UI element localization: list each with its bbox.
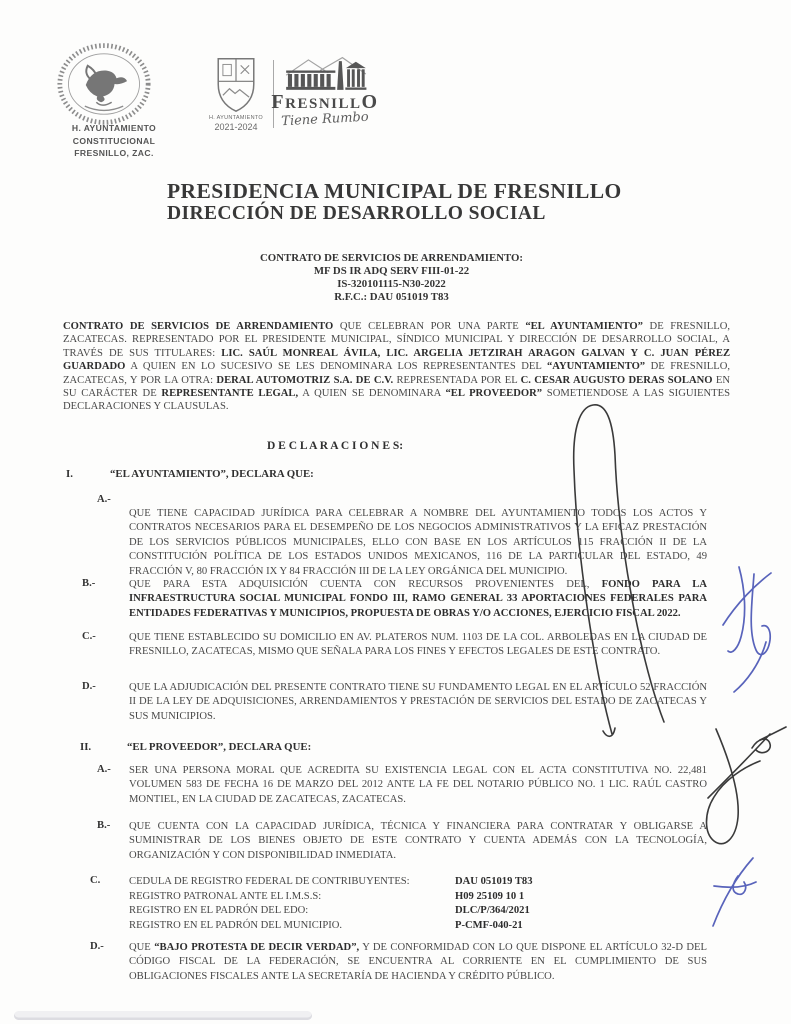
seal-caption-line2: CONSTITUCIONAL <box>72 135 156 146</box>
item-i-b-text: QUE PARA ESTA ADQUISICIÓN CUENTA CON RECURSOS PROVENIENTES DEL, FONDO PARA LA INFRAESTRUCTURA SOCIAL MUNICIPAL FONDO III, RAMO GENERAL 33 APORTACIONES FEDERALES PARA ENTIDADES FEDERATIVAS Y MUNICIPIOS, PROPUESTA DE OBRAS Y/O ACCIONES, EJERCICIO FISCAL 2022. <box>129 579 707 619</box>
contract-heading-line3: IS-320101115-N30-2022 <box>337 278 446 290</box>
crest-caption-line2: 2021-2024 <box>214 122 258 132</box>
declarations-title: D E C L A R A C I O N E S: <box>267 440 404 452</box>
registry-label: REGISTRO EN EL PADRÓN DEL MUNICIPIO. <box>129 919 343 931</box>
registry-value: P-CMF-040-21 <box>455 919 523 931</box>
page-title-line1: PRESIDENCIA MUNICIPAL DE FRESNILLO <box>167 179 622 203</box>
brand-name: FRESNILLO <box>271 91 379 113</box>
municipal-shield-crest-icon <box>215 56 257 114</box>
registry-value: DLC/P/364/2021 <box>455 905 530 917</box>
item-ii-b-text: QUE CUENTA CON LA CAPACIDAD JURÍDICA, TÉCNICA Y FINANCIERA PARA CONTRATAR Y OBLIGARSE A SUMINISTRAR DE LOS BIENES OBJETO DE ESTE CONTRATO Y CUENTA ADEMÁS CON LA TECNOLOGÍA, ORGANIZACIÓN Y CON DISPONIBILIDAD INMEDIATA. <box>129 821 707 861</box>
section-i-heading: “EL AYUNTAMIENTO”, DECLARA QUE: <box>110 468 314 480</box>
section-i-number: I. <box>66 468 73 480</box>
seal-caption-line1: H. AYUNTAMIENTO <box>71 123 157 133</box>
registry-value: H09 25109 10 1 <box>455 890 525 902</box>
scan-artifact-bar <box>14 1011 312 1020</box>
page-title-line2: DIRECCIÓN DE DESARROLLO SOCIAL <box>167 203 546 224</box>
signature-mark-blue-lower <box>713 858 756 926</box>
item-ii-a-label: A.- <box>97 764 111 775</box>
fresnillo-monuments-icon <box>285 55 367 93</box>
registry-label: REGISTRO PATRONAL ANTE EL I.M.S.S: <box>129 890 322 902</box>
registry-label: CEDULA DE REGISTRO FEDERAL DE CONTRIBUYENTES: <box>129 876 410 887</box>
item-ii-d-text: QUE “BAJO PROTESTA DE DECIR VERDAD”, Y DE CONFORMIDAD CON LO QUE DISPONE EL ARTÍCULO 32-D DEL CÓDIGO FISCAL DE LA FEDERACIÓN, SE ENCUENTRA AL CORRIENTE EN EL CUMPLIMIENTO DE SUS OBLIGACIONES FISCALES ANTE LA SECRETARÍA DE HACIENDA Y CRÉDITO PÚBLICO. <box>129 942 708 982</box>
contract-heading-line1: CONTRATO DE SERVICIOS DE ARRENDAMIENTO: <box>260 252 523 264</box>
registry-row <box>129 875 533 890</box>
item-i-d-label: D.- <box>82 681 96 692</box>
item-ii-c-label: C. <box>90 875 101 886</box>
registry-label: REGISTRO EN EL PADRÓN DEL EDO: <box>129 905 309 917</box>
item-i-a-text: QUE TIENE CAPACIDAD JURÍDICA PARA CELEBRAR A NOMBRE DEL AYUNTAMIENTO TODOS LOS ACTOS Y CONTRATOS NECESARIOS PARA EL DESEMPEÑO DE LOS NEGOCIOS ADMINISTRATIVOS Y LA EFICAZ PRESTACIÓN DE LOS SERVICIOS PÚBLICOS MUNICIPALES, ELLO CON BASE EN LOS ARTÍCULOS 115 FRACCIÓN II DE LA CONSTITUCIÓN POLÍTICA DE LOS ESTADOS UNIDOS MEXICANOS, 116 DE LA PARTICULAR DEL ESTADO, 49 FRACCIÓN V, 80 FRACCIÓN IX Y 84 FRACCIÓN III DE LA LEY ORGÁNICA DEL MUNICIPIO. <box>129 508 707 577</box>
signature-scribble-blue-upper <box>723 567 771 692</box>
section-ii-number: II. <box>80 741 92 753</box>
seal-caption-line3: FRESNILLO, ZAC. <box>74 148 154 158</box>
registry-table <box>129 875 533 933</box>
mexican-coat-of-arms-seal-icon <box>56 42 152 126</box>
contract-heading-line2: MF DS IR ADQ SERV FIII-01-22 <box>313 265 470 277</box>
section-ii-heading: “EL PROVEEDOR”, DECLARA QUE: <box>127 741 312 753</box>
item-ii-a-text: SER UNA PERSONA MORAL QUE ACREDITA SU EXISTENCIA LEGAL CON EL ACTA CONSTITUTIVA NO. 22,481 VOLUMEN 583 DE FECHA 16 DE MARZO DEL 2012 ANTE LA FE DEL NOTARIO PÚBLICO NO. 1 LIC. RAÚL CASTRO MONTIEL, EN LA CIUDAD DE ZACATECAS, ZACATECAS. <box>129 765 707 805</box>
registry-row <box>129 904 533 919</box>
item-i-a-label: A.- <box>97 494 111 505</box>
crest-caption <box>198 115 274 132</box>
item-i-c-text: QUE TIENE ESTABLECIDO SU DOMICILIO EN AV. PLATEROS NUM. 1103 DE LA COL. ARBOLEDAS EN LA CIUDAD DE FRESNILLO, ZACATECAS, MISMO QUE SEÑALA PARA LOS FINES Y EFECTOS LEGALES DE ESTE CONTRATO. <box>129 632 707 658</box>
contract-heading <box>0 252 783 304</box>
item-ii-b-label: B.- <box>97 820 111 831</box>
crest-caption-line1: H. AYUNTAMIENTO <box>208 115 263 121</box>
item-i-b-label: B.- <box>82 578 96 589</box>
item-ii-d-label: D.- <box>90 941 104 952</box>
registry-row <box>129 919 533 934</box>
seal-caption <box>44 122 184 160</box>
signature-loop-black <box>707 727 787 844</box>
contract-heading-line4: R.F.C.: DAU 051019 T83 <box>334 291 449 303</box>
brand-tagline: Tiene Rumbo <box>280 109 370 130</box>
registry-value: DAU 051019 T83 <box>455 876 533 887</box>
registry-row <box>129 890 533 905</box>
item-i-c-label: C.- <box>82 631 96 642</box>
item-i-d-text: QUE LA ADJUDICACIÓN DEL PRESENTE CONTRATO TIENE SU FUNDAMENTO LEGAL EN EL ARTÍCULO 52 FRACCIÓN II DE LA LEY DE ADQUISICIONES, ARRENDAMIENTOS Y PRESTACIÓN DE SERVICIOS DEL ESTADO DE ZACATECAS Y SUS MUNICIPIOS. <box>129 682 707 722</box>
intro-paragraph: CONTRATO DE SERVICIOS DE ARRENDAMIENTO QUE CELEBRAN POR UNA PARTE “EL AYUNTAMIENTO” DE FRESNILLO, ZACATECAS. REPRESENTADO POR EL PRESIDENTE MUNICIPAL, SÍNDICO MUNICIPAL Y DIRECCIÓN DE DESARROLLO SOCIAL, A TRAVÉS DE SUS TITULARES: LIC. SAÚL MONREAL ÁVILA, LIC. ARGELIA JETZIRAH ARAGON GALVAN Y C. JUAN PÉREZ GUARDADO A QUIEN EN LO SUCESIVO SE LES DENOMINARA LOS REPRESENTANTES DEL “AYUNTAMIENTO” DE FRESNILLO, ZACATECAS, Y POR LA OTRA: DERAL AUTOMOTRIZ S.A. DE C.V. REPRESENTADA POR EL C. CESAR AUGUSTO DERAS SOLANO EN SU CARÁCTER DE REPRESENTANTE LEGAL, A QUIEN SE DENOMINARA “EL PROVEEDOR” SOMETIENDOSE A LAS SIGUIENTES DECLARACIONES Y CLAUSULAS. <box>63 321 731 413</box>
